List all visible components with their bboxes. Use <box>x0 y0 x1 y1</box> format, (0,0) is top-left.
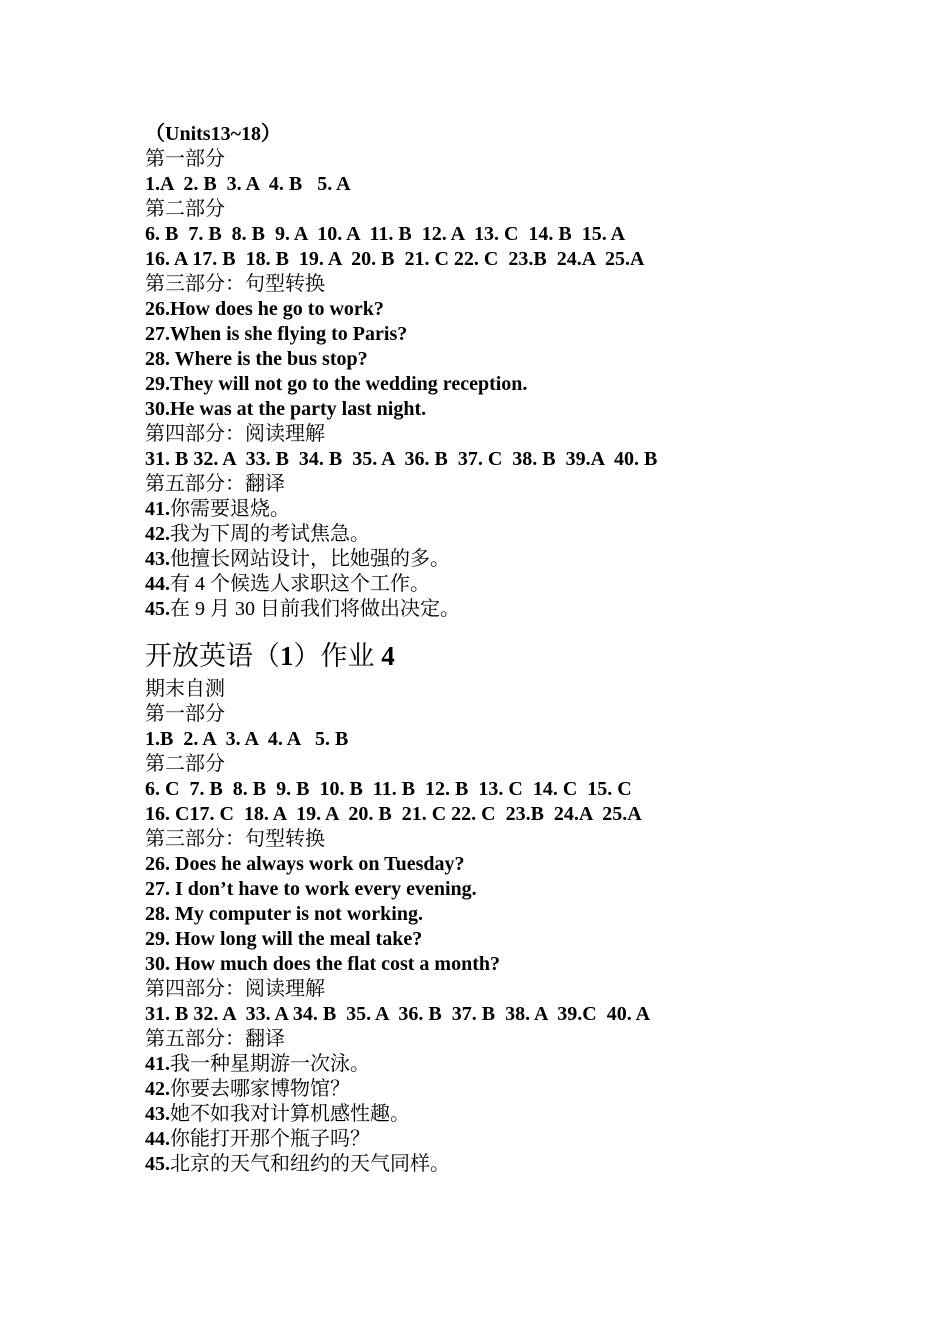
part5-label: 第五部分：翻译 <box>145 1028 285 1050</box>
item-text: 她不如我对计算机感性趣。 <box>170 1103 410 1125</box>
part3-item: 28. My computer is not working. <box>145 903 423 925</box>
subtitle: 期末自测 <box>145 678 225 700</box>
item-number: 41. <box>145 1053 170 1075</box>
part5-item <box>145 1152 905 1177</box>
item-text: 你要去哪家博物馆？ <box>170 1078 350 1100</box>
item-number: 42. <box>145 1078 170 1100</box>
document-page <box>145 122 905 1177</box>
part4-label: 第四部分：阅读理解 <box>145 423 325 445</box>
part3-item: 26.How does he go to work? <box>145 298 384 320</box>
item-text: 我一种星期游一次泳。 <box>170 1053 370 1075</box>
part3-item: 29.They will not go to the wedding reception. <box>145 373 528 395</box>
item-number: 42. <box>145 523 170 545</box>
heading-text: ）作业 <box>293 641 382 671</box>
part4-answers: 31. B 32. A 33. A 34. B 35. A 36. B 37. B 38. A 39.C 40. A <box>145 1003 651 1025</box>
part5-item <box>145 1052 905 1077</box>
part1-label: 第一部分 <box>145 148 225 170</box>
part2-label: 第二部分 <box>145 753 225 775</box>
part3-item: 30.He was at the party last night. <box>145 398 427 420</box>
heading-number: 4 <box>381 641 395 671</box>
part3-item: 30. How much does the flat cost a month? <box>145 953 500 975</box>
part5-label: 第五部分：翻译 <box>145 473 285 495</box>
item-number: 45. <box>145 598 170 620</box>
part3-item: 28. Where is the bus stop? <box>145 348 368 370</box>
item-text: 有 4 个候选人求职这个工作。 <box>170 573 430 595</box>
part3-item: 27. I don’t have to work every evening. <box>145 878 477 900</box>
part4-label: 第四部分：阅读理解 <box>145 978 325 1000</box>
item-text: 你能打开那个瓶子吗？ <box>170 1128 370 1150</box>
part5-item <box>145 1077 905 1102</box>
heading-text: 开放英语（ <box>145 641 280 671</box>
part5-item <box>145 597 905 622</box>
item-number: 43. <box>145 1103 170 1125</box>
part3-item: 26. Does he always work on Tuesday? <box>145 853 465 875</box>
item-text: 你需要退烧。 <box>170 498 290 520</box>
section-heading <box>145 639 905 673</box>
heading-number: 1 <box>280 641 294 671</box>
item-number: 45. <box>145 1153 170 1175</box>
part3-label: 第三部分：句型转换 <box>145 273 325 295</box>
item-number: 44. <box>145 573 170 595</box>
item-number: 43. <box>145 548 170 570</box>
item-number: 41. <box>145 498 170 520</box>
item-text: 我为下周的考试焦急。 <box>170 523 370 545</box>
part5-item <box>145 1102 905 1127</box>
units-title: （Units13~18） <box>145 123 281 145</box>
part2-answers-row: 16. A 17. B 18. B 19. A 20. B 21. C 22. C 23.B 24.A 25.A <box>145 248 645 270</box>
part3-item: 27.When is she flying to Paris? <box>145 323 408 345</box>
part3-label: 第三部分：句型转换 <box>145 828 325 850</box>
part2-answers-row: 6. C 7. B 8. B 9. B 10. B 11. B 12. B 13. C 14. C 15. C <box>145 778 632 800</box>
part5-item <box>145 522 905 547</box>
part1-label: 第一部分 <box>145 703 225 725</box>
part2-label: 第二部分 <box>145 198 225 220</box>
item-text: 在 9 月 30 日前我们将做出决定。 <box>170 598 460 620</box>
part5-item <box>145 547 905 572</box>
part4-answers: 31. B 32. A 33. B 34. B 35. A 36. B 37. C 38. B 39.A 40. B <box>145 448 658 470</box>
item-text: 北京的天气和纽约的天气同样。 <box>170 1153 450 1175</box>
item-number: 44. <box>145 1128 170 1150</box>
part1-answers: 1.A 2. B 3. A 4. B 5. A <box>145 173 351 195</box>
part2-answers-row: 6. B 7. B 8. B 9. A 10. A 11. B 12. A 13. C 14. B 15. A <box>145 223 626 245</box>
part5-item <box>145 572 905 597</box>
item-text: 他擅长网站设计，比她强的多。 <box>170 548 450 570</box>
part5-item <box>145 497 905 522</box>
part2-answers-row: 16. C17. C 18. A 19. A 20. B 21. C 22. C 23.B 24.A 25.A <box>145 803 642 825</box>
part5-item <box>145 1127 905 1152</box>
part1-answers: 1.B 2. A 3. A 4. A 5. B <box>145 728 349 750</box>
part3-item: 29. How long will the meal take? <box>145 928 423 950</box>
